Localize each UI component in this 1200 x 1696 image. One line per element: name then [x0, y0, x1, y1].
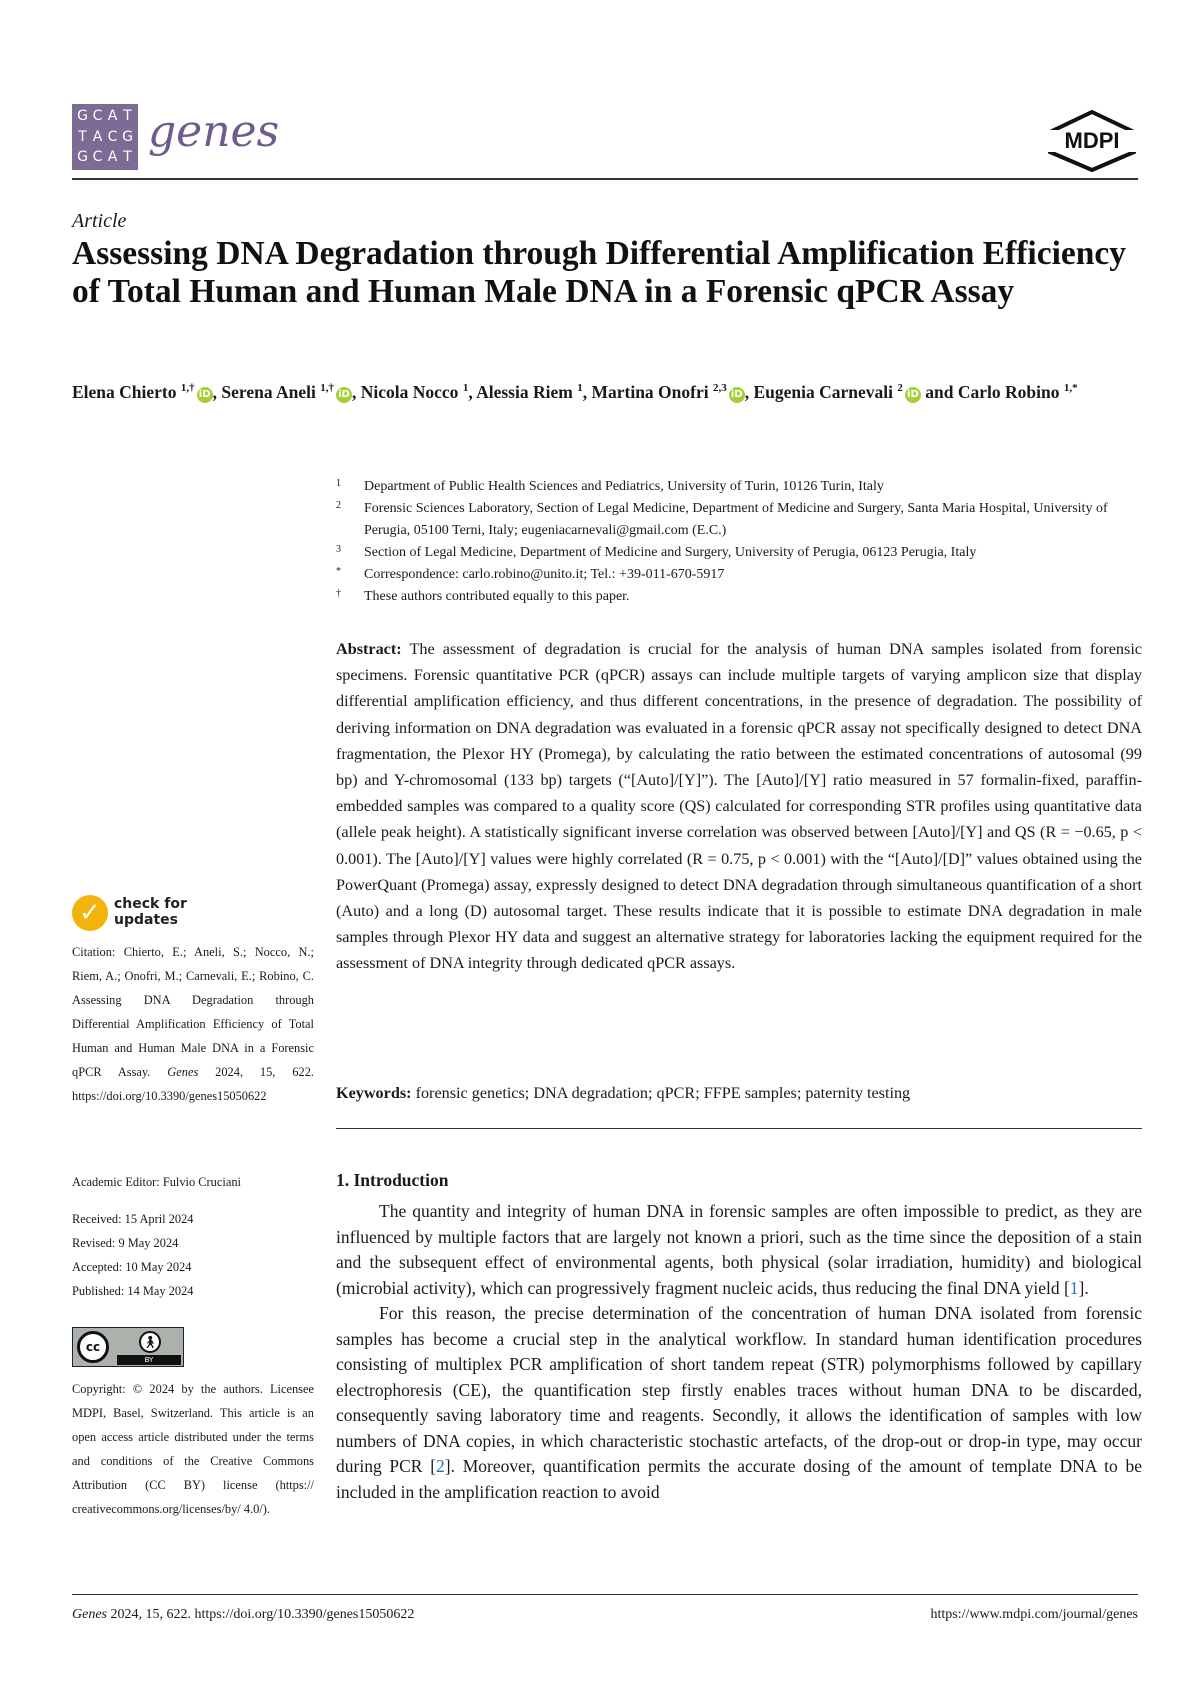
citation-doi-link[interactable]: 622. https://doi.org/10.3390/genes15050622	[72, 1065, 314, 1103]
check-updates-line2: updates	[114, 912, 178, 928]
author-name: Serena Aneli	[221, 381, 321, 402]
logo-letter: T	[123, 108, 132, 124]
academic-editor: Academic Editor: Fulvio Cruciani	[72, 1175, 241, 1189]
author-affiliation-marker: 2	[897, 382, 903, 394]
check-for-updates-button[interactable]	[72, 895, 192, 935]
logo-letter: A	[107, 108, 118, 124]
logo-letter: A	[107, 149, 118, 166]
citation-text: Chierto, E.; Aneli, S.; Nocco, N.; Riem, A.; Onofri, M.; Carnevali, E.; Robino, C. Assessing DNA Degradation through Differential Amplification Efficiency of Total Human and Human Male DNA in a Forensic qPCR Assay.	[72, 945, 314, 1079]
footer-citation	[72, 1605, 414, 1625]
logo-letter: G	[77, 108, 88, 124]
author-name: Nicola Nocco	[360, 381, 463, 402]
footer-journal-url[interactable]: https://www.mdpi.com/journal/genes	[930, 1607, 1138, 1622]
affiliation-text: These authors contributed equally to this paper.	[364, 589, 630, 604]
citation-label: Citation:	[72, 945, 116, 959]
affiliation-item	[336, 476, 1141, 498]
author-list	[72, 373, 1152, 407]
author-affiliation-marker: 2,3	[712, 382, 727, 394]
orcid-icon[interactable]: iD	[905, 387, 921, 403]
intro-body	[336, 1199, 1142, 1505]
intro-p1-end: ].	[1078, 1277, 1089, 1298]
author-separator: ,	[212, 381, 222, 402]
cc-icon: cc	[77, 1331, 109, 1363]
orcid-icon[interactable]: iD	[336, 387, 352, 403]
reference-link[interactable]: 1	[1069, 1277, 1079, 1298]
intro-paragraph-2	[336, 1301, 1142, 1505]
affiliation-text: Section of Legal Medicine, Department of Medicine and Surgery, University of Perugia, 06123 Perugia, Italy	[364, 545, 977, 560]
abstract-text: The assessment of degradation is crucial for the analysis of human DNA samples isolated from forensic specimens. Forensic quantitative PCR (qPCR) assays can include multiple targets of varying amplicon size that display differential amplification efficiency, and thus different concentrations, in the presence of degradation. The possibility of deriving information on DNA degradation was evaluated in a forensic qPCR assay not specifically designed to detect DNA fragmentation, the Plexor HY (Promega), by calculating the ratio between the estimated concentrations of autosomal (99 bp) and Y-chromosomal (133 bp) targets (“[Auto]/[Y]”). The [Auto]/[Y] ratio measured in 57 formalin-fixed, paraffin-embedded samples was compared to a quality score (QS) calculated for corresponding STR profiles using quantitative data (allele peak height). A statistically significant inverse correlation was observed between [Auto]/[Y] and QS (R = −0.65, p < 0.001). The [Auto]/[Y] values were highly correlated (R = 0.75, p < 0.001) with the “[Auto]/[D]” values obtained using the PowerQuant (Promega) assay, expressly designed to detect DNA degradation through simultaneous quantification of a short (Auto) and a long (D) autosomal target. These results indicate that it is possible to estimate DNA degradation in male samples through Plexor HY data and suggest an alternative strategy for laboratories lacking the equipment required for the assessment of DNA integrity through dedicated qPCR assays.	[336, 640, 1142, 973]
author-name: Martina Onofri	[591, 381, 713, 402]
date-entry: Accepted: 10 May 2024	[72, 1260, 192, 1274]
date-entry: Received: 15 April 2024	[72, 1212, 194, 1226]
citation	[72, 940, 314, 1108]
mdpi-logo-text: MDPI	[1064, 128, 1120, 153]
check-updates-label	[114, 896, 187, 928]
author-separator: ,	[352, 381, 361, 402]
affiliation-item	[336, 542, 1141, 564]
footer-doi[interactable]: 2024, 15, 622. https://doi.org/10.3390/genes15050622	[110, 1607, 415, 1622]
author-separator: ,	[744, 381, 754, 402]
logo-letter: G	[77, 149, 88, 166]
check-updates-line1: check for	[114, 896, 187, 912]
affiliation-number: 3	[336, 544, 341, 555]
affiliation-number: *	[336, 566, 341, 577]
abstract	[336, 636, 1142, 977]
affiliation-item	[336, 498, 1141, 542]
reference-link[interactable]: 2	[436, 1456, 445, 1476]
author-affiliation-marker: 1	[577, 382, 583, 394]
article-type: Article	[72, 210, 127, 232]
affiliation-text: Correspondence: carlo.robino@unito.it; Tel.: +39-011-670-5917	[364, 567, 725, 582]
keywords	[336, 1081, 1142, 1105]
affiliation-number: 2	[336, 500, 341, 511]
intro-heading: 1. Introduction	[336, 1170, 449, 1190]
journal-logo	[72, 104, 138, 170]
cc-by-license-badge[interactable]	[72, 1327, 184, 1367]
footer-rule	[72, 1594, 1138, 1595]
logo-letter: T	[123, 149, 132, 166]
intro-paragraph-1	[336, 1199, 1142, 1301]
orcid-icon[interactable]: iD	[197, 387, 213, 403]
affiliations	[336, 476, 1141, 608]
section-rule	[336, 1128, 1142, 1129]
publication-dates	[72, 1207, 314, 1303]
logo-letter: A	[92, 128, 103, 145]
author-affiliation-marker: 1,†	[320, 382, 334, 394]
intro-p2-text: For this reason, the precise determination of the concentration of human DNA isolated from forensic samples has become a crucial step in the analytical workflow. In standard human identification procedures consisting of multiplex PCR amplification of short tandem repeat (STR) polymorphisms followed by capillary electrophoresis (CE), the quantification step firstly enables traces without human DNA to be discarded, consequently saving laboratory time and reagents. Secondly, it allows the identification of samples with low numbers of DNA copies, in which characteristic stochastic artefacts, of the drop-out or drop-in type, may occur during PCR [	[336, 1303, 1142, 1476]
author-name: Alessia Riem	[476, 381, 578, 402]
checkmark-icon: ✓	[79, 898, 101, 928]
logo-letter: G	[122, 128, 133, 145]
author-separator: and	[920, 381, 958, 402]
date-entry: Published: 14 May 2024	[72, 1284, 194, 1298]
affiliation-number: †	[336, 588, 341, 599]
logo-letter: C	[92, 108, 103, 124]
logo-letter: T	[78, 128, 87, 145]
journal-name: genes	[148, 106, 280, 157]
logo-letter: C	[92, 149, 103, 166]
author-affiliation-marker: 1,†	[180, 382, 195, 394]
copyright-notice: Copyright: © 2024 by the authors. Licensee MDPI, Basel, Switzerland. This article is an open access article distributed under the terms and conditions of the Creative Commons Attribution (CC BY) license (https:// creativecommons.org/licenses/by/ 4.0/).	[72, 1382, 314, 1516]
by-label: BY	[117, 1355, 181, 1365]
affiliation-number: 1	[336, 478, 341, 489]
header-rule	[72, 178, 1138, 180]
intro-p2-end: ]. Moreover, quantification permits the accurate dosing of the amount of template DNA to be included in the amplification reaction to avoid	[336, 1456, 1142, 1502]
date-entry: Revised: 9 May 2024	[72, 1236, 179, 1250]
affiliation-item	[336, 586, 1141, 608]
author-separator: ,	[468, 381, 477, 402]
affiliation-text: Forensic Sciences Laboratory, Section of Legal Medicine, Department of Medicine and Surgery, Santa Maria Hospital, University of Perugia, 05100 Terni, Italy; eugeniacarnevali@gmail.com (E.C.)	[364, 501, 1108, 538]
abstract-label: Abstract:	[336, 640, 402, 658]
keywords-text: forensic genetics; DNA degradation; qPCR; FFPE samples; paternity testing	[415, 1084, 911, 1102]
logo-letter: C	[107, 128, 118, 145]
article-title: Assessing DNA Degradation through Differential Amplification Efficiency of Total Human and Human Male DNA in a Forensic qPCR Assay	[72, 235, 1126, 310]
author-name: Carlo Robino	[957, 381, 1064, 402]
author-affiliation-marker: 1,*	[1063, 382, 1078, 394]
citation-journal: Genes	[167, 1065, 199, 1079]
intro-p1-text: The quantity and integrity of human DNA in forensic samples are often impossible to predict, as they are influenced by multiple factors that are largely not known a priori, such as the time since the deposition of a stain and the subsequent effect of environmental agents, both physical (solar irradiation, humidity) and biological (microbial activity), which can progressively fragment nucleic acids, thus reducing the final DNA yield [	[336, 1201, 1142, 1298]
affiliation-text: Department of Public Health Sciences and Pediatrics, University of Turin, 10126 Turin, Italy	[364, 479, 884, 494]
keywords-label: Keywords:	[336, 1084, 412, 1102]
citation-year-volume: 2024, 15,	[215, 1065, 276, 1079]
footer-journal: Genes	[72, 1607, 107, 1622]
attribution-icon: 🚶︎	[139, 1331, 161, 1353]
author-separator: ,	[582, 381, 592, 402]
affiliation-item	[336, 564, 1141, 586]
author-affiliation-marker: 1	[462, 382, 469, 394]
author-name: Elena Chierto	[72, 381, 181, 402]
mdpi-logo	[1046, 110, 1138, 172]
author-name: Eugenia Carnevali	[753, 381, 898, 402]
orcid-icon[interactable]: iD	[729, 387, 745, 403]
